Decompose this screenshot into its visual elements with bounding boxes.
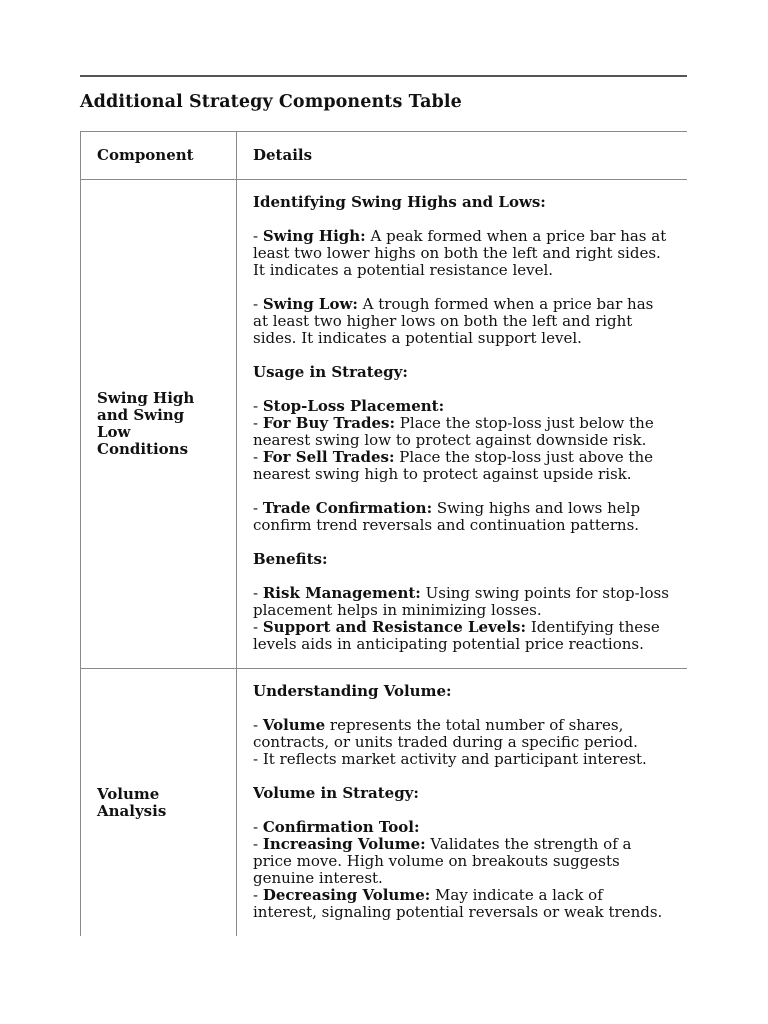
detail-text: - It reflects market activity and participant interest.	[253, 750, 647, 768]
detail-term: Benefits:	[253, 550, 328, 568]
detail-text: A peak formed when a price bar has at least two lower highs on both the left and right sides. It indicates a potential resistance level.	[253, 227, 667, 279]
detail-term: For Buy Trades:	[262, 414, 396, 432]
bullet-prefix: -	[253, 584, 263, 602]
table-row	[81, 669, 688, 937]
paragraph-gap	[253, 381, 671, 398]
detail-term: Volume in Strategy:	[253, 784, 419, 802]
detail-line	[253, 619, 671, 653]
detail-term: Risk Management:	[262, 584, 421, 602]
detail-line	[253, 585, 671, 619]
detail-text: Place the stop-loss just above the nearest swing high to protect against upside risk.	[253, 448, 653, 483]
header-details: Details	[237, 132, 688, 180]
detail-term: Decreasing Volume:	[262, 886, 431, 904]
bullet-prefix: -	[253, 397, 263, 415]
bullet-prefix: -	[253, 227, 263, 245]
detail-term: Swing High:	[262, 227, 366, 245]
paragraph-gap	[253, 700, 671, 717]
detail-line	[253, 819, 671, 836]
paragraph-gap	[253, 802, 671, 819]
table-row	[81, 180, 688, 669]
detail-term: Confirmation Tool:	[262, 818, 420, 836]
detail-text: Swing highs and lows help confirm trend reversals and continuation patterns.	[253, 499, 641, 534]
detail-term: For Sell Trades:	[262, 448, 395, 466]
detail-term: Trade Confirmation:	[262, 499, 433, 517]
detail-line	[253, 836, 671, 887]
top-rule	[80, 75, 687, 77]
detail-line	[253, 785, 671, 802]
detail-line	[253, 500, 671, 534]
detail-line	[253, 449, 671, 483]
bullet-prefix: -	[253, 716, 263, 734]
header-component: Component	[81, 132, 237, 180]
table-header-row	[81, 132, 688, 180]
bullet-prefix: -	[253, 414, 263, 432]
detail-line	[253, 228, 671, 279]
bullet-prefix: -	[253, 295, 263, 313]
paragraph-gap	[253, 534, 671, 551]
component-cell: Volume Analysis	[81, 669, 237, 937]
paragraph-gap	[253, 768, 671, 785]
detail-text: Using swing points for stop-loss placement helps in minimizing losses.	[253, 584, 669, 619]
paragraph-gap	[253, 279, 671, 296]
page-title: Additional Strategy Components Table	[80, 92, 462, 112]
details-cell	[237, 180, 688, 669]
detail-line	[253, 194, 671, 211]
detail-line	[253, 398, 671, 415]
bullet-prefix: -	[253, 618, 263, 636]
bullet-prefix: -	[253, 818, 263, 836]
detail-line	[253, 717, 671, 751]
bullet-prefix: -	[253, 448, 263, 466]
detail-term: Stop-Loss Placement:	[262, 397, 445, 415]
detail-line	[253, 751, 671, 768]
detail-term: Usage in Strategy:	[253, 363, 408, 381]
detail-text: A trough formed when a price bar has at least two higher lows on both the left and right sides. It indicates a potential support level.	[253, 295, 654, 347]
detail-line	[253, 364, 671, 381]
bullet-prefix: -	[253, 835, 263, 853]
bullet-prefix: -	[253, 499, 263, 517]
detail-text: Place the stop-loss just below the nearest swing low to protect against downside risk.	[253, 414, 654, 449]
detail-term: Identifying Swing Highs and Lows:	[253, 193, 546, 211]
detail-line	[253, 887, 671, 921]
detail-line	[253, 551, 671, 568]
details-cell	[237, 669, 688, 937]
detail-term: Support and Resistance Levels:	[262, 618, 527, 636]
detail-line	[253, 296, 671, 347]
detail-term: Increasing Volume:	[262, 835, 426, 853]
detail-term: Swing Low:	[262, 295, 358, 313]
detail-line	[253, 415, 671, 449]
detail-term: Understanding Volume:	[253, 682, 452, 700]
detail-term: Volume	[262, 716, 326, 734]
paragraph-gap	[253, 568, 671, 585]
table-viewport	[80, 131, 687, 956]
strategy-components-table	[80, 131, 687, 936]
bullet-prefix: -	[253, 886, 263, 904]
component-cell: Swing High and Swing Low Conditions	[81, 180, 237, 669]
detail-text: May indicate a lack of interest, signaling potential reversals or weak trends.	[253, 886, 663, 921]
detail-text: Validates the strength of a price move. High volume on breakouts suggests genuine interest.	[253, 835, 632, 887]
detail-text: Identifying these levels aids in anticipating potential price reactions.	[253, 618, 660, 653]
paragraph-gap	[253, 347, 671, 364]
detail-text: represents the total number of shares, contracts, or units traded during a specific period.	[253, 716, 638, 751]
paragraph-gap	[253, 211, 671, 228]
detail-line	[253, 683, 671, 700]
paragraph-gap	[253, 483, 671, 500]
